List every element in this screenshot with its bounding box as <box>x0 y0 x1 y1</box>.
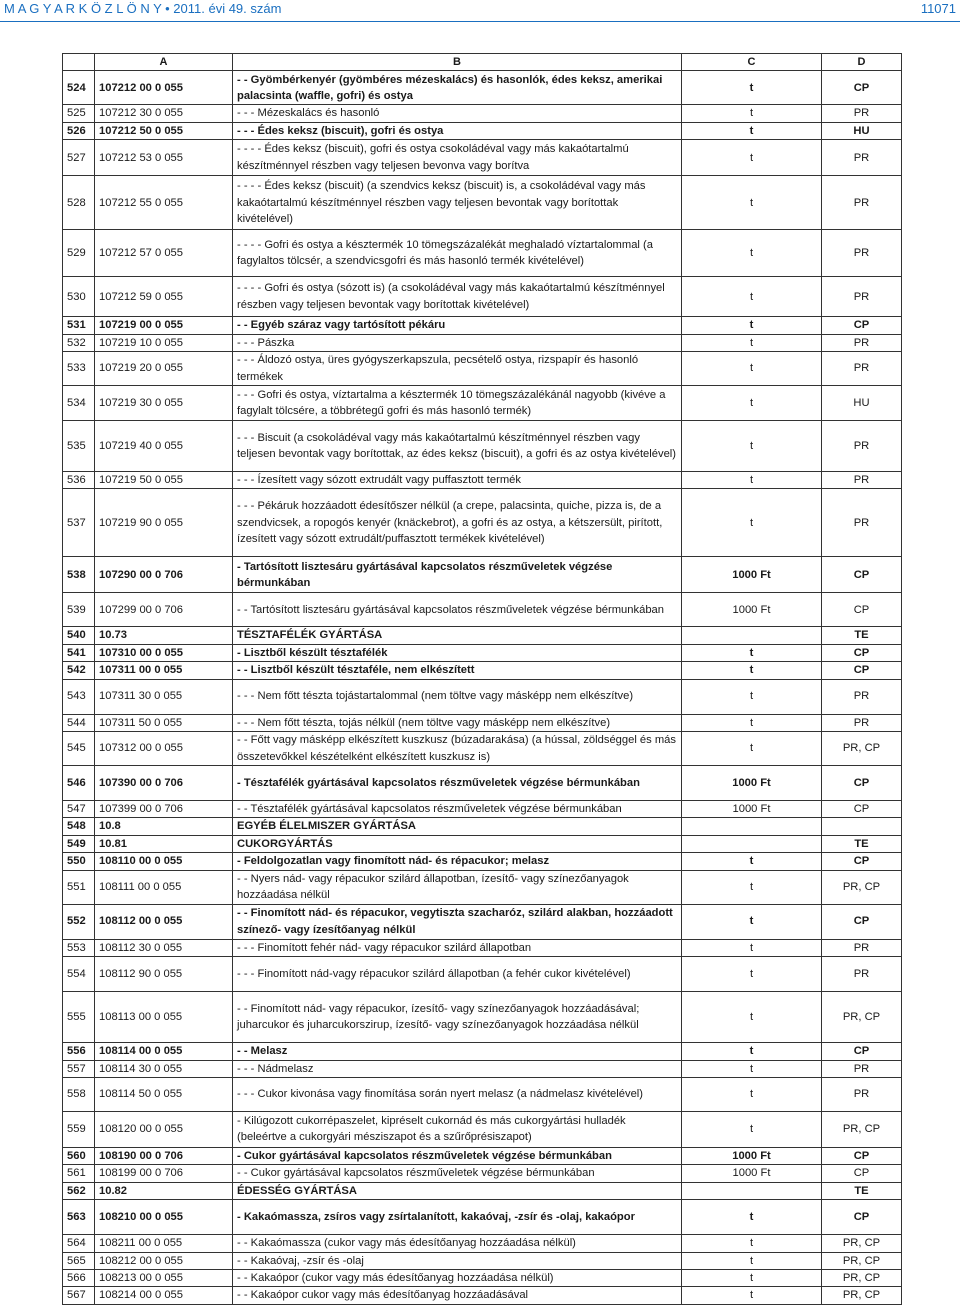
unit-cell: t <box>682 421 822 472</box>
unit-cell: t <box>682 870 822 904</box>
table-row <box>63 818 902 835</box>
procedure-cell: CP <box>822 644 902 661</box>
row-number-cell: 557 <box>63 1060 95 1077</box>
table-row <box>63 939 902 956</box>
description-cell: - - - - Gofri és ostya (sózott is) (a csokoládéval vagy más kakaótartalmú készítménnyel részben vagy teljesen bevontak vagy borítottak kivételével) <box>233 277 682 317</box>
procedure-cell: TE <box>822 1182 902 1199</box>
procedure-cell: CP <box>822 662 902 679</box>
description-cell: - - - Pászka <box>233 334 682 351</box>
unit-cell: t <box>682 662 822 679</box>
table-row <box>63 679 902 714</box>
procedure-cell: PR <box>822 939 902 956</box>
unit-cell: t <box>682 1200 822 1235</box>
code-cell: 108112 30 0 055 <box>95 939 233 956</box>
procedure-cell: CP <box>822 317 902 334</box>
code-cell: 10.8 <box>95 818 233 835</box>
description-cell: - - Nyers nád- vagy répacukor szilárd állapotban, ízesítő- vagy színezőanyagok hozzáadása nélkül <box>233 870 682 904</box>
description-cell: - Lisztből készült tésztafélék <box>233 644 682 661</box>
row-number-cell: 527 <box>63 140 95 176</box>
procedure-cell: PR <box>822 1060 902 1077</box>
unit-cell: t <box>682 904 822 939</box>
table-row <box>63 644 902 661</box>
procedure-cell: CP <box>822 853 902 870</box>
description-cell: - - Cukor gyártásával kapcsolatos részműveletek végzése bérmunkában <box>233 1165 682 1182</box>
table-row <box>63 801 902 818</box>
code-cell: 107310 00 0 055 <box>95 644 233 661</box>
code-cell: 107219 40 0 055 <box>95 421 233 472</box>
code-cell: 108120 00 0 055 <box>95 1111 233 1147</box>
table-row <box>63 593 902 627</box>
unit-cell: t <box>682 957 822 992</box>
unit-cell: t <box>682 1269 822 1286</box>
unit-cell: t <box>682 1043 822 1060</box>
unit-cell: t <box>682 679 822 714</box>
description-cell: - - - - Édes keksz (biscuit), gofri és ostya csokoládéval vagy más kakaótartalmú készítménnyel részben vagy teljesen bevonva vagy borítva <box>233 140 682 176</box>
row-number-cell: 528 <box>63 176 95 230</box>
procedure-cell: PR <box>822 140 902 176</box>
table-row <box>63 472 902 489</box>
unit-cell: t <box>682 472 822 489</box>
code-cell: 10.82 <box>95 1182 233 1199</box>
description-cell: - - Tartósított lisztesáru gyártásával kapcsolatos részműveletek végzése bérmunkában <box>233 593 682 627</box>
description-cell: - - - Áldozó ostya, üres gyógyszerkapszula, pecsételő ostya, rizspapír és hasonló termékek <box>233 352 682 386</box>
description-cell: - - Lisztből készült tésztaféle, nem elkészített <box>233 662 682 679</box>
table-row <box>63 1111 902 1147</box>
page-header <box>0 0 960 22</box>
procedure-cell: HU <box>822 386 902 421</box>
unit-cell: t <box>682 230 822 277</box>
procedure-cell: CP <box>822 1200 902 1235</box>
description-cell: - - Finomított nád- és répacukor, vegytiszta szacharóz, szilárd alakban, hozzáadott színező- vagy ízesítőanyag nélkül <box>233 904 682 939</box>
procedure-cell: HU <box>822 122 902 139</box>
header-rule <box>0 21 960 22</box>
row-number-cell: 558 <box>63 1077 95 1111</box>
table-row <box>63 1077 902 1111</box>
unit-cell: t <box>682 1111 822 1147</box>
row-number-cell: 535 <box>63 421 95 472</box>
description-cell: - - Kakaópor cukor vagy más édesítőanyag hozzáadásával <box>233 1287 682 1304</box>
table-row <box>63 71 902 105</box>
procedure-cell: PR, CP <box>822 1111 902 1147</box>
code-cell: 108114 00 0 055 <box>95 1043 233 1060</box>
procedure-cell: PR, CP <box>822 732 902 766</box>
code-cell: 108110 00 0 055 <box>95 853 233 870</box>
code-cell: 107299 00 0 706 <box>95 593 233 627</box>
row-number-cell: 566 <box>63 1269 95 1286</box>
row-number-cell: 559 <box>63 1111 95 1147</box>
code-cell: 107212 00 0 055 <box>95 71 233 105</box>
procedure-cell: PR, CP <box>822 1269 902 1286</box>
table-row <box>63 1147 902 1164</box>
code-cell: 107290 00 0 706 <box>95 557 233 593</box>
table-row <box>63 904 902 939</box>
procedure-cell: PR, CP <box>822 992 902 1043</box>
code-cell: 107212 59 0 055 <box>95 277 233 317</box>
row-number-cell: 536 <box>63 472 95 489</box>
row-number-cell: 554 <box>63 957 95 992</box>
table-row <box>63 992 902 1043</box>
row-number-cell: 550 <box>63 853 95 870</box>
unit-cell <box>682 1182 822 1199</box>
table-row <box>63 870 902 904</box>
table-row <box>63 732 902 766</box>
procedure-cell: PR <box>822 105 902 122</box>
description-cell: - - - Cukor kivonása vagy finomítása során nyert melasz (a nádmelasz kivételével) <box>233 1077 682 1111</box>
journal-title: M A G Y A R K Ö Z L Ö N Y • 2011. évi 49. szám <box>4 1 282 16</box>
row-number-cell: 540 <box>63 627 95 644</box>
row-number-cell: 552 <box>63 904 95 939</box>
procedure-cell: PR <box>822 957 902 992</box>
row-number-cell: 530 <box>63 277 95 317</box>
procedure-cell: PR <box>822 421 902 472</box>
unit-cell: t <box>682 732 822 766</box>
unit-cell: t <box>682 1235 822 1252</box>
column-header-a: A <box>95 54 233 71</box>
code-cell: 107219 50 0 055 <box>95 472 233 489</box>
code-cell: 107219 00 0 055 <box>95 317 233 334</box>
table-row <box>63 277 902 317</box>
unit-cell: t <box>682 489 822 557</box>
description-cell: - - Finomított nád- vagy répacukor, ízesítő- vagy színezőanyagok hozzáadásával; juharcukor és juharcukorszirup, ízesítő- vagy színezőanyagok hozzáadása nélkül <box>233 992 682 1043</box>
description-cell: - Cukor gyártásával kapcsolatos részműveletek végzése bérmunkában <box>233 1147 682 1164</box>
procedure-cell: PR, CP <box>822 870 902 904</box>
unit-cell: t <box>682 277 822 317</box>
table-row <box>63 334 902 351</box>
description-cell: - - - Finomított fehér nád- vagy répacukor szilárd állapotban <box>233 939 682 956</box>
row-number-cell: 544 <box>63 714 95 731</box>
column-header-c: C <box>682 54 822 71</box>
code-cell: 107219 10 0 055 <box>95 334 233 351</box>
procedure-cell: PR <box>822 472 902 489</box>
row-number-cell: 549 <box>63 835 95 852</box>
unit-cell <box>682 627 822 644</box>
table-row <box>63 1043 902 1060</box>
row-number-cell: 531 <box>63 317 95 334</box>
code-cell: 108211 00 0 055 <box>95 1235 233 1252</box>
code-cell: 107390 00 0 706 <box>95 766 233 801</box>
table-row <box>63 1060 902 1077</box>
procedure-cell: CP <box>822 766 902 801</box>
row-number-cell: 547 <box>63 801 95 818</box>
description-cell: - - - Nem főtt tészta tojástartalommal (nem töltve vagy másképp nem elkészítve) <box>233 679 682 714</box>
description-cell: ÉDESSÉG GYÁRTÁSA <box>233 1182 682 1199</box>
product-table <box>62 53 902 1305</box>
table-row <box>63 176 902 230</box>
code-cell: 107311 30 0 055 <box>95 679 233 714</box>
table-row <box>63 627 902 644</box>
procedure-cell: PR, CP <box>822 1287 902 1304</box>
unit-cell: t <box>682 71 822 105</box>
unit-cell: t <box>682 334 822 351</box>
procedure-cell: PR <box>822 334 902 351</box>
unit-cell: t <box>682 352 822 386</box>
unit-cell: 1000 Ft <box>682 557 822 593</box>
code-cell: 108112 90 0 055 <box>95 957 233 992</box>
row-number-cell: 563 <box>63 1200 95 1235</box>
description-cell: - - Kakaóvaj, -zsír és -olaj <box>233 1252 682 1269</box>
unit-cell: t <box>682 1077 822 1111</box>
row-number-cell: 551 <box>63 870 95 904</box>
table-row <box>63 230 902 277</box>
table-row <box>63 1287 902 1304</box>
unit-cell: t <box>682 714 822 731</box>
row-number-cell: 560 <box>63 1147 95 1164</box>
procedure-cell <box>822 818 902 835</box>
unit-cell: 1000 Ft <box>682 766 822 801</box>
row-number-cell: 532 <box>63 334 95 351</box>
row-number-cell: 564 <box>63 1235 95 1252</box>
unit-cell: 1000 Ft <box>682 1147 822 1164</box>
procedure-cell: CP <box>822 1165 902 1182</box>
description-cell: - - Kakaómassza (cukor vagy más édesítőanyag hozzáadása nélkül) <box>233 1235 682 1252</box>
row-number-cell: 545 <box>63 732 95 766</box>
description-cell: - Feldolgozatlan vagy finomított nád- és répacukor; melasz <box>233 853 682 870</box>
description-cell: - - Egyéb száraz vagy tartósított pékáru <box>233 317 682 334</box>
procedure-cell: PR <box>822 277 902 317</box>
unit-cell: t <box>682 317 822 334</box>
code-cell: 108212 00 0 055 <box>95 1252 233 1269</box>
unit-cell: t <box>682 853 822 870</box>
code-cell: 108114 50 0 055 <box>95 1077 233 1111</box>
code-cell: 107212 57 0 055 <box>95 230 233 277</box>
row-number-cell: 546 <box>63 766 95 801</box>
row-number-cell: 524 <box>63 71 95 105</box>
row-number-cell: 541 <box>63 644 95 661</box>
unit-cell <box>682 818 822 835</box>
unit-cell: 1000 Ft <box>682 1165 822 1182</box>
table-row <box>63 1269 902 1286</box>
row-number-cell: 542 <box>63 662 95 679</box>
row-number-cell: 538 <box>63 557 95 593</box>
table-row <box>63 317 902 334</box>
description-cell: - - - Nádmelasz <box>233 1060 682 1077</box>
description-cell: - - - Édes keksz (biscuit), gofri és ostya <box>233 122 682 139</box>
table-row <box>63 489 902 557</box>
row-number-cell: 555 <box>63 992 95 1043</box>
table-row <box>63 421 902 472</box>
procedure-cell: PR <box>822 230 902 277</box>
table-row <box>63 957 902 992</box>
procedure-cell: CP <box>822 71 902 105</box>
code-cell: 108111 00 0 055 <box>95 870 233 904</box>
code-cell: 10.81 <box>95 835 233 852</box>
row-number-cell: 533 <box>63 352 95 386</box>
code-cell: 107311 50 0 055 <box>95 714 233 731</box>
description-cell: - - Gyömbérkenyér (gyömbéres mézeskalács) és hasonlók, édes keksz, amerikai palacsinta (waffle, gofri) és ostya <box>233 71 682 105</box>
row-number-cell: 525 <box>63 105 95 122</box>
unit-cell <box>682 835 822 852</box>
table-row <box>63 853 902 870</box>
procedure-cell: CP <box>822 1147 902 1164</box>
row-number-cell: 567 <box>63 1287 95 1304</box>
row-number-cell: 534 <box>63 386 95 421</box>
row-number-cell: 539 <box>63 593 95 627</box>
table-row <box>63 714 902 731</box>
table-row <box>63 122 902 139</box>
code-cell: 108114 30 0 055 <box>95 1060 233 1077</box>
row-number-cell: 537 <box>63 489 95 557</box>
row-number-cell: 553 <box>63 939 95 956</box>
description-cell: - - Kakaópor (cukor vagy más édesítőanyag hozzáadása nélkül) <box>233 1269 682 1286</box>
row-number-cell: 561 <box>63 1165 95 1182</box>
column-header-b: B <box>233 54 682 71</box>
description-cell: - - - Ízesített vagy sózott extrudált vagy puffasztott termék <box>233 472 682 489</box>
table-row <box>63 662 902 679</box>
procedure-cell: PR, CP <box>822 1235 902 1252</box>
procedure-cell: TE <box>822 627 902 644</box>
unit-cell: t <box>682 140 822 176</box>
description-cell: - - - - Édes keksz (biscuit) (a szendvics keksz (biscuit) is, a csokoládéval vagy más kakaótartalmú készítménnyel részben vagy teljesen bevontak vagy borítottak kivételével) <box>233 176 682 230</box>
description-cell: TÉSZTAFÉLÉK GYÁRTÁSA <box>233 627 682 644</box>
table-row <box>63 557 902 593</box>
row-number-cell: 562 <box>63 1182 95 1199</box>
unit-cell: t <box>682 1060 822 1077</box>
description-cell: EGYÉB ÉLELMISZER GYÁRTÁSA <box>233 818 682 835</box>
procedure-cell: CP <box>822 1043 902 1060</box>
code-cell: 108190 00 0 706 <box>95 1147 233 1164</box>
description-cell: - - - - Gofri és ostya a késztermék 10 tömegszázalékát meghaladó víztartalommal (a fagylaltos tölcsér, a szendvicsgofri és más hasonló termék kivételével) <box>233 230 682 277</box>
column-header-no <box>63 54 95 71</box>
table-body <box>63 71 902 1304</box>
code-cell: 107212 53 0 055 <box>95 140 233 176</box>
table-row <box>63 140 902 176</box>
table-row <box>63 386 902 421</box>
procedure-cell: PR, CP <box>822 1252 902 1269</box>
description-cell: - Tésztafélék gyártásával kapcsolatos részműveletek végzése bérmunkában <box>233 766 682 801</box>
unit-cell: t <box>682 1287 822 1304</box>
unit-cell: t <box>682 105 822 122</box>
unit-cell: t <box>682 122 822 139</box>
table-row <box>63 105 902 122</box>
code-cell: 107219 90 0 055 <box>95 489 233 557</box>
code-cell: 107212 50 0 055 <box>95 122 233 139</box>
code-cell: 108210 00 0 055 <box>95 1200 233 1235</box>
description-cell: CUKORGYÁRTÁS <box>233 835 682 852</box>
unit-cell: t <box>682 176 822 230</box>
row-number-cell: 526 <box>63 122 95 139</box>
description-cell: - Kilúgozott cukorrépaszelet, kipréselt cukornád és más cukorgyártási hulladék (beleértve a cukorgyári mésziszapot és a szűrőprésiszapot) <box>233 1111 682 1147</box>
page-number: 11071 <box>920 1 956 16</box>
table-row <box>63 352 902 386</box>
unit-cell: 1000 Ft <box>682 593 822 627</box>
description-cell: - Tartósított lisztesáru gyártásával kapcsolatos részműveletek végzése bérmunkában <box>233 557 682 593</box>
table-row <box>63 1252 902 1269</box>
unit-cell: 1000 Ft <box>682 801 822 818</box>
unit-cell: t <box>682 644 822 661</box>
table-row <box>63 835 902 852</box>
procedure-cell: CP <box>822 801 902 818</box>
procedure-cell: PR <box>822 489 902 557</box>
column-header-d: D <box>822 54 902 71</box>
row-number-cell: 556 <box>63 1043 95 1060</box>
description-cell: - - Melasz <box>233 1043 682 1060</box>
row-number-cell: 565 <box>63 1252 95 1269</box>
row-number-cell: 543 <box>63 679 95 714</box>
procedure-cell: PR <box>822 352 902 386</box>
code-cell: 108112 00 0 055 <box>95 904 233 939</box>
procedure-cell: PR <box>822 1077 902 1111</box>
row-number-cell: 529 <box>63 230 95 277</box>
code-cell: 108213 00 0 055 <box>95 1269 233 1286</box>
column-header-row <box>63 54 902 71</box>
description-cell: - - - Nem főtt tészta, tojás nélkül (nem töltve vagy másképp nem elkészítve) <box>233 714 682 731</box>
unit-cell: t <box>682 1252 822 1269</box>
unit-cell: t <box>682 939 822 956</box>
table-row <box>63 1182 902 1199</box>
description-cell: - - - Pékáruk hozzáadott édesítőszer nélkül (a crepe, palacsinta, quiche, pizza is, de a szendvicsek, a ropogós kenyér (knäckebrot), a gofri és az ostya, a kétszersült, pirított, ízesített vagy sózott extrudált/puffasztott termékek kivételével) <box>233 489 682 557</box>
table-row <box>63 1200 902 1235</box>
row-number-cell: 548 <box>63 818 95 835</box>
procedure-cell: CP <box>822 593 902 627</box>
description-cell: - - - Mézeskalács és hasonló <box>233 105 682 122</box>
code-cell: 107212 55 0 055 <box>95 176 233 230</box>
code-cell: 107219 30 0 055 <box>95 386 233 421</box>
procedure-cell: PR <box>822 679 902 714</box>
unit-cell: t <box>682 992 822 1043</box>
code-cell: 107219 20 0 055 <box>95 352 233 386</box>
code-cell: 107212 30 0 055 <box>95 105 233 122</box>
table-row <box>63 766 902 801</box>
description-cell: - - Főtt vagy másképp elkészített kuszkusz (búzadarakása) (a hússal, zöldséggel és más összetevőkkel készételként elkészített kuszkusz is) <box>233 732 682 766</box>
code-cell: 108214 00 0 055 <box>95 1287 233 1304</box>
procedure-cell: CP <box>822 904 902 939</box>
procedure-cell: PR <box>822 176 902 230</box>
code-cell: 107311 00 0 055 <box>95 662 233 679</box>
description-cell: - - - Gofri és ostya, víztartalma a késztermék 10 tömegszázalékánál nagyobb (kivéve a fagylalt tölcsére, a többrétegű gofri és más hasonló termék) <box>233 386 682 421</box>
procedure-cell: TE <box>822 835 902 852</box>
description-cell: - Kakaómassza, zsíros vagy zsírtalanított, kakaóvaj, -zsír és -olaj, kakaópor <box>233 1200 682 1235</box>
code-cell: 108113 00 0 055 <box>95 992 233 1043</box>
procedure-cell: CP <box>822 557 902 593</box>
code-cell: 108199 00 0 706 <box>95 1165 233 1182</box>
table-row <box>63 1235 902 1252</box>
code-cell: 107312 00 0 055 <box>95 732 233 766</box>
code-cell: 10.73 <box>95 627 233 644</box>
table-row <box>63 1165 902 1182</box>
unit-cell: t <box>682 386 822 421</box>
procedure-cell: PR <box>822 714 902 731</box>
description-cell: - - - Biscuit (a csokoládéval vagy más kakaótartalmú készítménnyel részben vagy teljesen bevontak vagy borítottak, az édes keksz (biscuit), a gofri és az ostya kivételével) <box>233 421 682 472</box>
code-cell: 107399 00 0 706 <box>95 801 233 818</box>
description-cell: - - Tésztafélék gyártásával kapcsolatos részműveletek végzése bérmunkában <box>233 801 682 818</box>
description-cell: - - - Finomított nád-vagy répacukor szilárd állapotban (a fehér cukor kivételével) <box>233 957 682 992</box>
